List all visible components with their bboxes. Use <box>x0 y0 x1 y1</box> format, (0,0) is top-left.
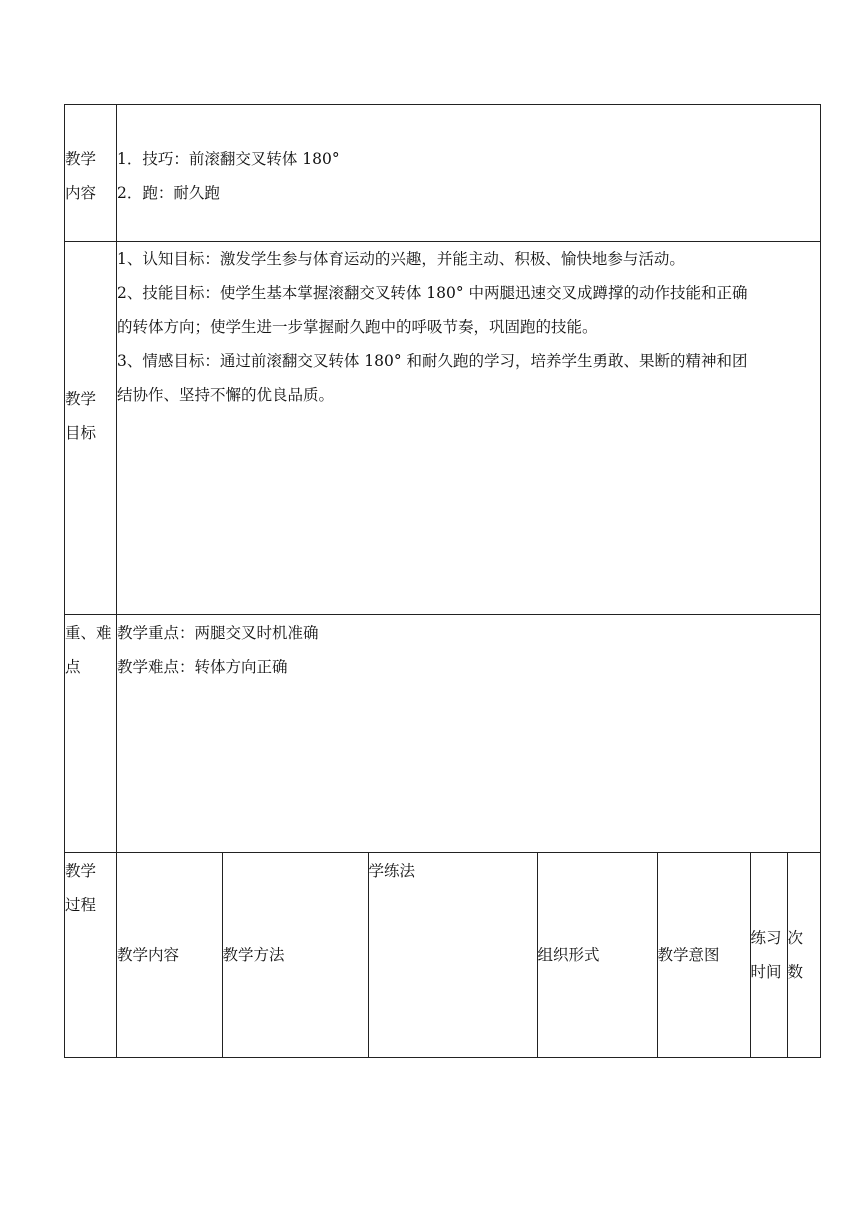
column-teaching-method: 教学方法 <box>222 853 368 1057</box>
goal-line-2: 2、技能目标：使学生基本掌握滚翻交叉转体 180° 中两腿迅速交叉成蹲撑的动作技能和正确 <box>117 284 748 302</box>
column-teaching-content: 教学内容 <box>117 946 180 964</box>
lesson-plan-table <box>64 104 821 1058</box>
goal-line-5: 结协作、坚持不懈的优良品质。 <box>117 386 335 404</box>
teaching-goals-label: 教学 目标 <box>65 242 117 615</box>
column-count: 次 数 <box>787 853 821 1057</box>
teaching-content-label: 教学 内容 <box>65 105 117 242</box>
teaching-content-cell <box>117 105 821 242</box>
goal-line-4: 3、情感目标：通过前滚翻交叉转体 180° 和耐久跑的学习，培养学生勇敢、果断的精神和团 <box>117 352 748 370</box>
teaching-content-row <box>65 105 821 242</box>
teaching-process-row <box>65 853 821 1058</box>
teaching-process-cell <box>117 853 821 1058</box>
content-item-2: 2．跑：耐久跑 <box>117 184 220 202</box>
column-organization: 组织形式 <box>537 853 657 1057</box>
difficult-point: 教学难点：转体方向正确 <box>117 658 288 676</box>
process-header-table <box>117 853 821 1057</box>
teaching-goals-cell <box>117 242 821 615</box>
column-learning-method: 学练法 <box>368 853 537 1057</box>
goal-line-3: 的转体方向；使学生进一步掌握耐久跑中的呼吸节奏，巩固跑的技能。 <box>117 318 598 336</box>
key-point: 教学重点：两腿交叉时机准确 <box>117 624 319 642</box>
content-item-1: 1．技巧：前滚翻交叉转体 180° <box>117 150 340 168</box>
key-difficult-points-cell <box>117 615 821 853</box>
key-difficult-points-row <box>65 615 821 853</box>
goal-line-1: 1、认知目标：激发学生参与体育运动的兴趣，并能主动、积极、愉快地参与活动。 <box>117 250 685 268</box>
teaching-goals-row <box>65 242 821 615</box>
column-teaching-intent: 教学意图 <box>657 853 750 1057</box>
key-difficult-points-label: 重、难 点 <box>65 615 117 853</box>
column-practice-time: 练习 时间 <box>750 853 787 1057</box>
teaching-process-label: 教学 过程 <box>65 853 117 1058</box>
